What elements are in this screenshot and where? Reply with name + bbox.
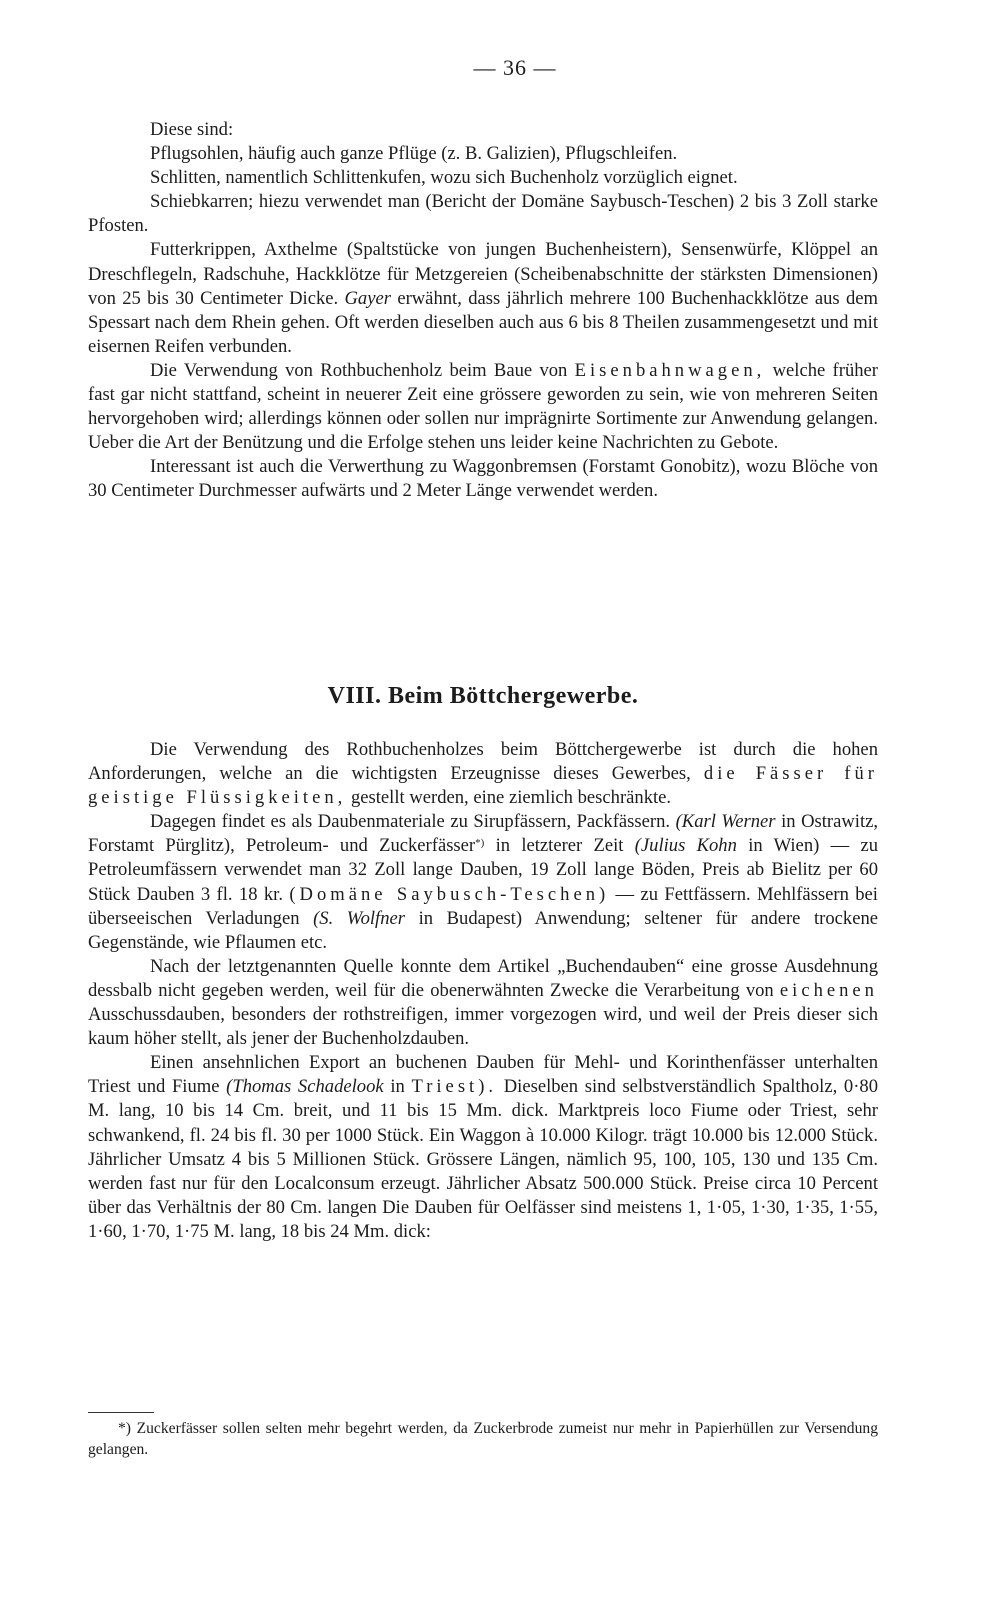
text-segment: gestellt werden, eine ziemlich beschränkte. [350, 787, 672, 809]
body-text-section [88, 738, 878, 1244]
text-segment: Die Verwendung des Rothbuchenholzes beim Böttchergewerbe ist durch die hohen Anforderungen, welche an die wichtigsten Erzeugnisse dieses Gewerbes, [88, 739, 878, 785]
emphasized-term: Triest). [411, 1076, 498, 1098]
footnote-divider [88, 1412, 154, 1413]
text-segment: Dagegen findet es als Daubenmateriale zu Sirupfässern, Packfässern. [150, 811, 671, 833]
text-segment: in Ostrawitz, Forstamt Pürglitz), Petroleum- und Zuckerfässer [88, 811, 879, 857]
body-text-upper [88, 118, 878, 504]
emphasized-term: (Domäne Saybusch-Teschen) [289, 883, 610, 905]
text-segment: welche früher fast gar nicht stattfand, scheint in neuerer Zeit eine grössere geworden zu sein, wie von mehreren Seiten hervorgehoben wird; allerdings können oder sollen nur imprägnirte Sortimente zur Anwendung gelangen. Ueber die Art der Benützung und die Erfolge stehen uns leider keine Nachrichten zu Gebote. [88, 359, 878, 454]
text-segment: — zu Fettfässern. Mehlfässern bei überseeischen Verladungen [88, 883, 878, 929]
paragraph-daubenmateriale [88, 810, 878, 955]
emphasized-term: Eisenbahnwagen, [574, 359, 766, 381]
paragraph-intro: Diese sind: [150, 119, 234, 140]
paragraph-pflugsohlen: Pflugsohlen, häufig auch ganze Pflüge (z. B. Galizien), Pflugschleifen. [150, 143, 678, 165]
text-segment: in Wien) — zu Petroleumfässern verwendet man 32 Zoll lange Dauben, 19 Zoll lange Böden, Preis ab Bielitz per 60 Stück Dauben 3 fl. 18 kr. [88, 835, 878, 905]
paragraph-futterkrippen [88, 238, 878, 358]
text-segment: erwähnt, dass jährlich mehrere 100 Buchenhackklötze aus dem Spessart nach dem Rhein gehen. Oft werden dieselben auch aus 6 bis 8 Theilen zusammengesetzt und mit eisernen Reifen verbunden. [88, 287, 878, 357]
footnote: *) Zuckerfässer sollen selten mehr begehrt werden, da Zuckerbrode zumeist nur mehr in Papierhüllen zur Versendung gelangen. [88, 1420, 878, 1458]
text-segment: in [390, 1076, 405, 1098]
author-name: (Julius Kohn [634, 835, 737, 857]
paragraph-boettcher-intro [88, 738, 878, 810]
text-segment: Ausschussdauben, besonders der rothstreifigen, immer vorgezogen wird, und weil der Preis dieser sich kaum höher stellt, als jener der Buchenholzdauben. [88, 1004, 878, 1050]
paragraph-waggonbremsen: Interessant ist auch die Verwerthung zu Waggonbremsen (Forstamt Gonobitz), wozu Blöche von 30 Centimeter Durchmesser aufwärts und 2 Meter Länge verwendet werden. [88, 456, 878, 502]
page-number: — 36 — [473, 55, 557, 80]
author-name: (Thomas Schadelook [226, 1076, 384, 1098]
emphasized-term: eichenen [779, 979, 878, 1001]
emphasized-term: die Fässer für geistige Flüssigkeiten, [88, 763, 878, 809]
author-name: Gayer [344, 287, 391, 309]
paragraph-schiebkarren: Schiebkarren; hiezu verwendet man (Bericht der Domäne Saybusch-Teschen) 2 bis 3 Zoll starke Pfosten. [88, 191, 878, 237]
text-segment: in letzterer Zeit [495, 835, 624, 857]
paragraph-schlitten: Schlitten, namentlich Schlittenkufen, wozu sich Buchenholz vorzüglich eignet. [150, 167, 738, 189]
paragraph-buchendauben [88, 955, 878, 1051]
paragraph-export [88, 1051, 878, 1244]
footnote-marker: *) [475, 837, 485, 850]
text-segment: Die Verwendung von Rothbuchenholz beim Baue von [150, 359, 568, 381]
author-name: (Karl Werner [675, 811, 776, 833]
text-segment: Dieselben sind selbstverständlich Spaltholz, 0·80 M. lang, 10 bis 14 Cm. breit, und 11 bis 15 Mm. dick. Marktpreis loco Fiume oder Triest, sehr schwankend, fl. 24 bis fl. 30 per 1000 Stück. Ein Waggon à 10.000 Kilogr. trägt 10.000 bis 12.000 Stück. Jährlicher Umsatz 4 bis 5 Millionen Stück. Grössere Längen, nämlich 95, 100, 105, 130 und 135 Cm. werden fast nur für den Localconsum erzeugt. Jährlicher Absatz 500.000 Stück. Preise circa 10 Percent über das Verhältnis der 80 Cm. langen Die Dauben für Oelfässer sind meistens 1, 1·05, 1·30, 1·35, 1·55, 1·60, 1·70, 1·75 M. lang, 18 bis 24 Mm. dick: [88, 1076, 878, 1242]
paragraph-eisenbahnwagen [88, 359, 878, 455]
text-segment: Futterkrippen, Axthelme (Spaltstücke von jungen Buchenheistern), Sensenwürfe, Klöppel an Dreschflegeln, Radschuhe, Hackklötze für Metzgereien (Scheibenabschnitte der stärksten Dimensionen) von 25 bis 30 Centimeter Dicke. [88, 239, 878, 309]
section-heading: VIII. Beim Böttchergewerbe. [327, 683, 639, 709]
text-segment: Einen ansehnlichen Export an buchenen Dauben für Mehl- und Korinthenfässer unterhalten Triest und Fiume [88, 1052, 878, 1098]
text-segment: in Budapest) Anwendung; seltener für andere trockene Gegenstände, wie Pflaumen etc. [88, 907, 879, 953]
author-name: (S. Wolfner [313, 907, 406, 929]
text-segment: Nach der letztgenannten Quelle konnte dem Artikel „Buchendauben“ eine grosse Ausdehnung dessbalb nicht gegeben werden, weil für die obenerwähnten Zwecke die Verarbeitung von [88, 955, 878, 1001]
